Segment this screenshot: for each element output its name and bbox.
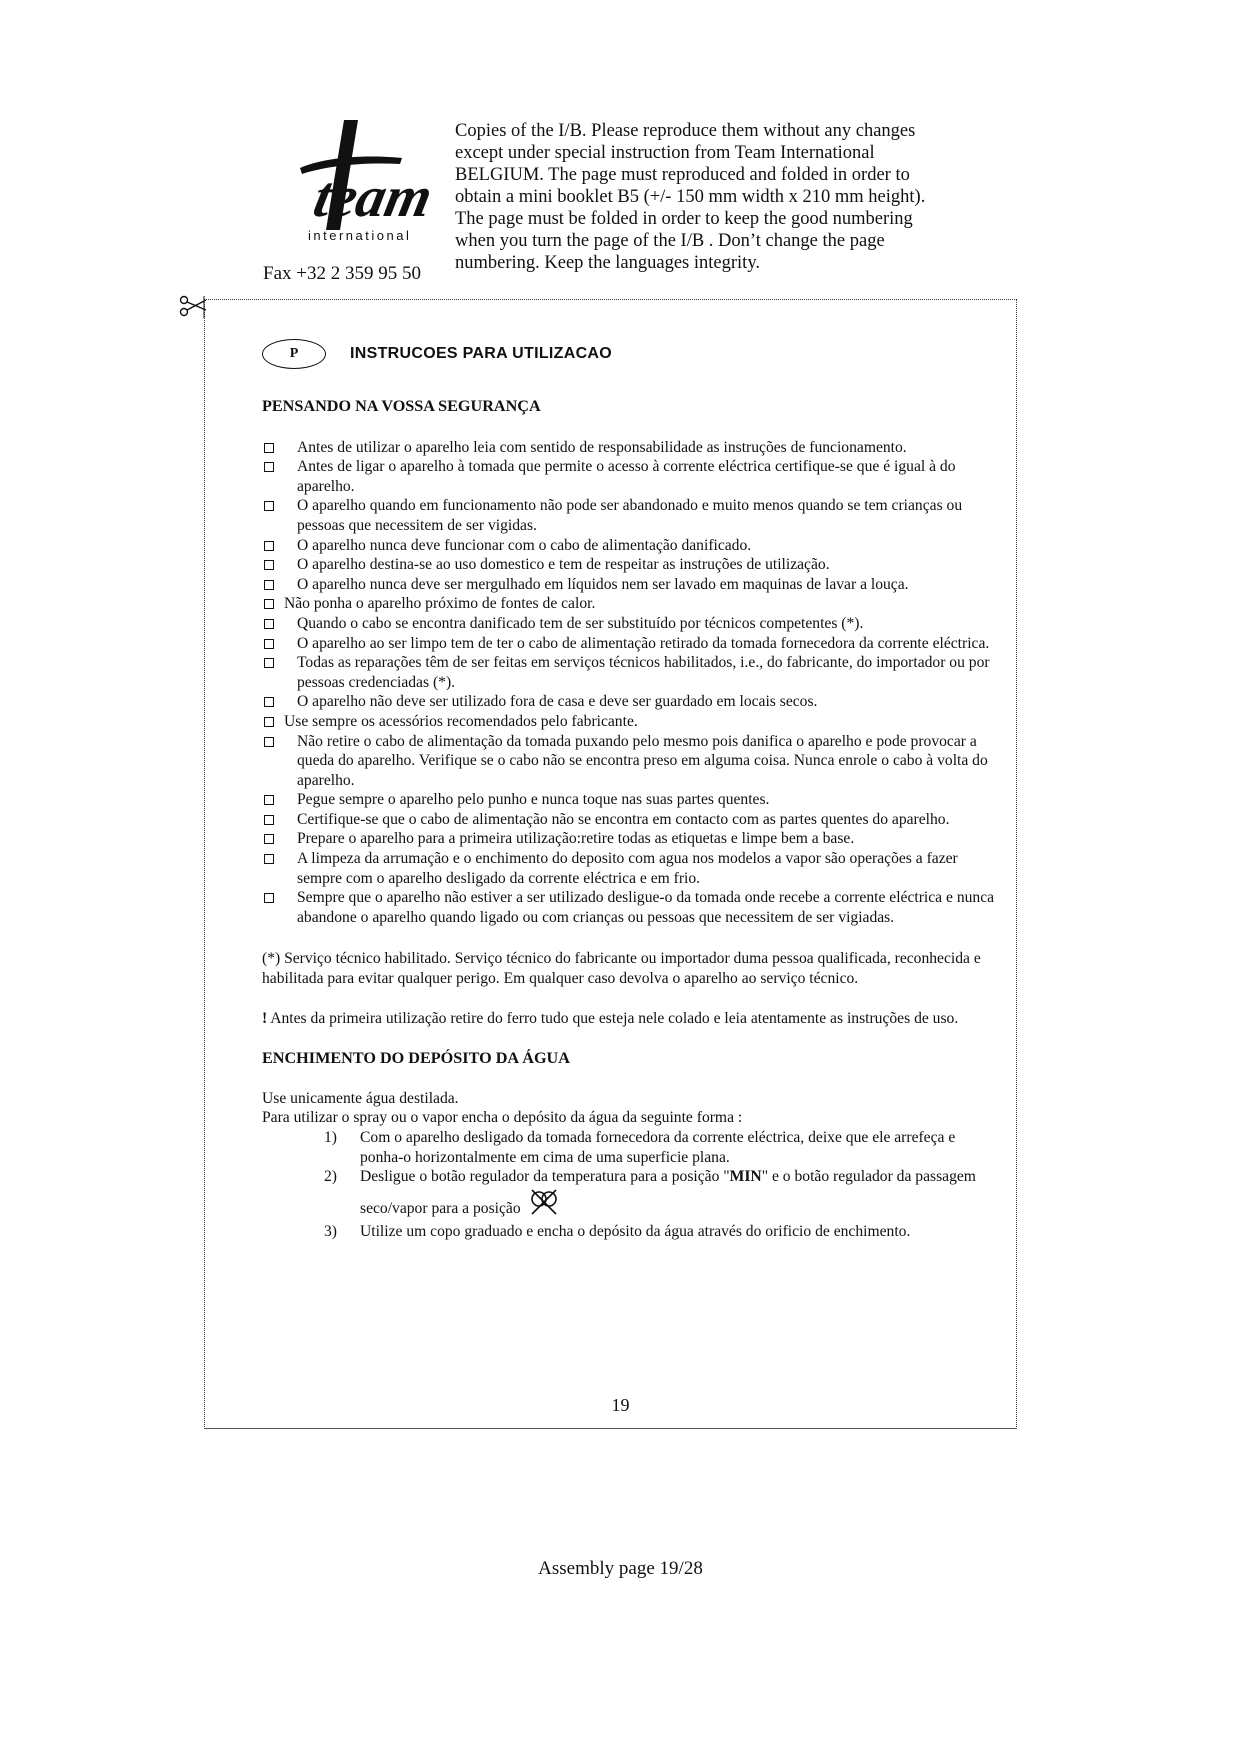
step-text: Utilize um copo graduado e encha o depósito da água através do orificio de enchimento. — [360, 1223, 911, 1241]
service-note: (*) Serviço técnico habilitado. Serviço técnico do fabricante ou importador duma pessoa qualificada, reconhecida e habilitada para evitar qualquer perigo. Em qualquer caso devolva o aparelho ao serviço técnico. — [262, 950, 981, 988]
checkbox-bullet-icon — [264, 697, 274, 707]
notice-line: numbering. Keep the languages integrity. — [455, 253, 760, 273]
step-item — [262, 1222, 1002, 1242]
list-item: Antes de ligar o aparelho à tomada que permite o acesso à corrente eléctrica certifique-se que é igual à do aparelho. — [262, 457, 1002, 496]
min-label: MIN — [729, 1168, 762, 1186]
checkbox-bullet-icon — [264, 893, 274, 903]
list-item: Todas as reparações têm de ser feitas em serviços técnicos habilitados, i.e., do fabricante, do importador ou por pessoas credenciadas (*). — [262, 653, 1002, 692]
list-item: A limpeza da arrumação e o enchimento do deposito com agua nos modelos a vapor são operações a fazer sempre com o aparelho desligado da corrente eléctrica e em frio. — [262, 849, 1002, 888]
team-international-logo — [282, 118, 442, 248]
checkbox-bullet-icon — [264, 815, 274, 825]
list-item: Sempre que o aparelho não estiver a ser utilizado desligue-o da tomada onde recebe a corrente eléctrica e nunca abandone o aparelho quando ligado ou com crianças ou pessoas que necessitem de ser vigiadas. — [262, 888, 1002, 927]
warning-mark: ! — [262, 1009, 268, 1027]
page-content — [262, 339, 1002, 1242]
svg-text:international: international — [308, 228, 412, 243]
safety-list — [262, 438, 1002, 928]
checkbox-bullet-icon — [264, 501, 274, 511]
filling-steps — [262, 1128, 1002, 1242]
checkbox-bullet-icon — [264, 580, 274, 590]
list-item: O aparelho nunca deve funcionar com o cabo de alimentação danificado. — [262, 536, 1002, 556]
svg-text:team: team — [308, 164, 439, 229]
list-item: Não ponha o aparelho próximo de fontes de calor. — [262, 594, 1002, 614]
checkbox-bullet-icon — [264, 658, 274, 668]
list-item: Use sempre os acessórios recomendados pelo fabricante. — [262, 712, 1002, 732]
step-number: 3) — [324, 1223, 337, 1241]
filling-intro-2: Para utilizar o spray ou o vapor encha o depósito da água da seguinte forma : — [262, 1109, 743, 1127]
notice-line: obtain a mini booklet B5 (+/- 150 mm width x 210 mm height). — [455, 187, 926, 207]
list-item: O aparelho não deve ser utilizado fora de casa e deve ser guardado em locais secos. — [262, 692, 1002, 712]
page-number: 19 — [611, 1395, 630, 1415]
checkbox-bullet-icon — [264, 462, 274, 472]
checkbox-bullet-icon — [264, 854, 274, 864]
notice-line: except under special instruction from Team International — [455, 143, 875, 163]
reproduction-notice — [455, 120, 975, 274]
step-number: 2) — [324, 1168, 337, 1186]
no-steam-icon — [527, 1187, 561, 1223]
list-item: Quando o cabo se encontra danificado tem de ser substituído por técnicos competentes (*). — [262, 614, 1002, 634]
filling-heading: ENCHIMENTO DO DEPÓSITO DA ÁGUA — [262, 1049, 570, 1068]
notice-line: Copies of the I/B. Please reproduce them without any changes — [455, 121, 916, 141]
safety-heading: PENSANDO NA VOSSA SEGURANÇA — [262, 397, 541, 415]
checkbox-bullet-icon — [264, 834, 274, 844]
list-item: O aparelho ao ser limpo tem de ter o cabo de alimentação retirado da tomada fornecedora da corrente eléctrica. — [262, 634, 1002, 654]
checkbox-bullet-icon — [264, 619, 274, 629]
list-item: O aparelho destina-se ao uso domestico e tem de respeitar as instruções de utilização. — [262, 555, 1002, 575]
section-title: INSTRUCOES PARA UTILIZACAO — [350, 345, 613, 363]
filling-intro-1: Use unicamente água destilada. — [262, 1089, 459, 1107]
list-item: O aparelho nunca deve ser mergulhado em líquidos nem ser lavado em maquinas de lavar a louça. — [262, 575, 1002, 595]
step-number: 1) — [324, 1129, 337, 1146]
checkbox-bullet-icon — [264, 795, 274, 805]
checkbox-bullet-icon — [264, 443, 274, 453]
list-item: Pegue sempre o aparelho pelo punho e nunca toque nas suas partes quentes. — [262, 790, 1002, 810]
step-text: Com o aparelho desligado da tomada fornecedora da corrente eléctrica, deixe que ele arrefeça e ponha-o horizontalmente em cima de uma superficie plana. — [360, 1129, 956, 1166]
section-header — [262, 339, 1002, 369]
language-badge: P — [262, 339, 326, 369]
list-item: O aparelho quando em funcionamento não pode ser abandonado e muito menos quando se tem crianças ou pessoas que necessitem de ser vigidas. — [262, 496, 1002, 535]
fax-number: Fax +32 2 359 95 50 — [263, 263, 421, 284]
checkbox-bullet-icon — [264, 560, 274, 570]
list-item: Certifique-se que o cabo de alimentação não se encontra em contacto com as partes quentes do aparelho. — [262, 810, 1002, 830]
checkbox-bullet-icon — [264, 737, 274, 747]
step-text: " e o botão regulador da passagem seco/vapor para a posição — [360, 1168, 976, 1217]
checkbox-bullet-icon — [264, 639, 274, 649]
notice-line: BELGIUM. The page must reproduced and folded in order to — [455, 165, 910, 185]
step-item — [262, 1128, 1002, 1167]
step-text: Desligue o botão regulador da temperatura para a posição " — [360, 1168, 730, 1186]
assembly-page-label: Assembly page 19/28 — [538, 1558, 703, 1579]
step-item — [262, 1167, 1002, 1222]
notice-line: when you turn the page of the I/B . Don’t change the page — [455, 231, 885, 251]
notice-line: The page must be folded in order to keep the good numbering — [455, 209, 913, 229]
checkbox-bullet-icon — [264, 599, 274, 609]
list-item: Não retire o cabo de alimentação da tomada puxando pelo mesmo pois danifica o aparelho e pode provocar a queda do aparelho. Verifique se o cabo não se encontra preso em alguma coisa. Nunca enrole o cabo à volta do aparelho. — [262, 732, 1002, 791]
checkbox-bullet-icon — [264, 541, 274, 551]
warning-paragraph — [262, 1009, 1002, 1029]
checkbox-bullet-icon — [264, 717, 274, 727]
list-item: Antes de utilizar o aparelho leia com sentido de responsabilidade as instruções de funcionamento. — [262, 438, 1002, 458]
warning-text: Antes da primeira utilização retire do ferro tudo que esteja nele colado e leia atentamente as instruções de uso. — [267, 1009, 959, 1027]
frame-bottom-rule — [204, 1428, 1017, 1429]
list-item: Prepare o aparelho para a primeira utilização:retire todas as etiquetas e limpe bem a base. — [262, 829, 1002, 849]
